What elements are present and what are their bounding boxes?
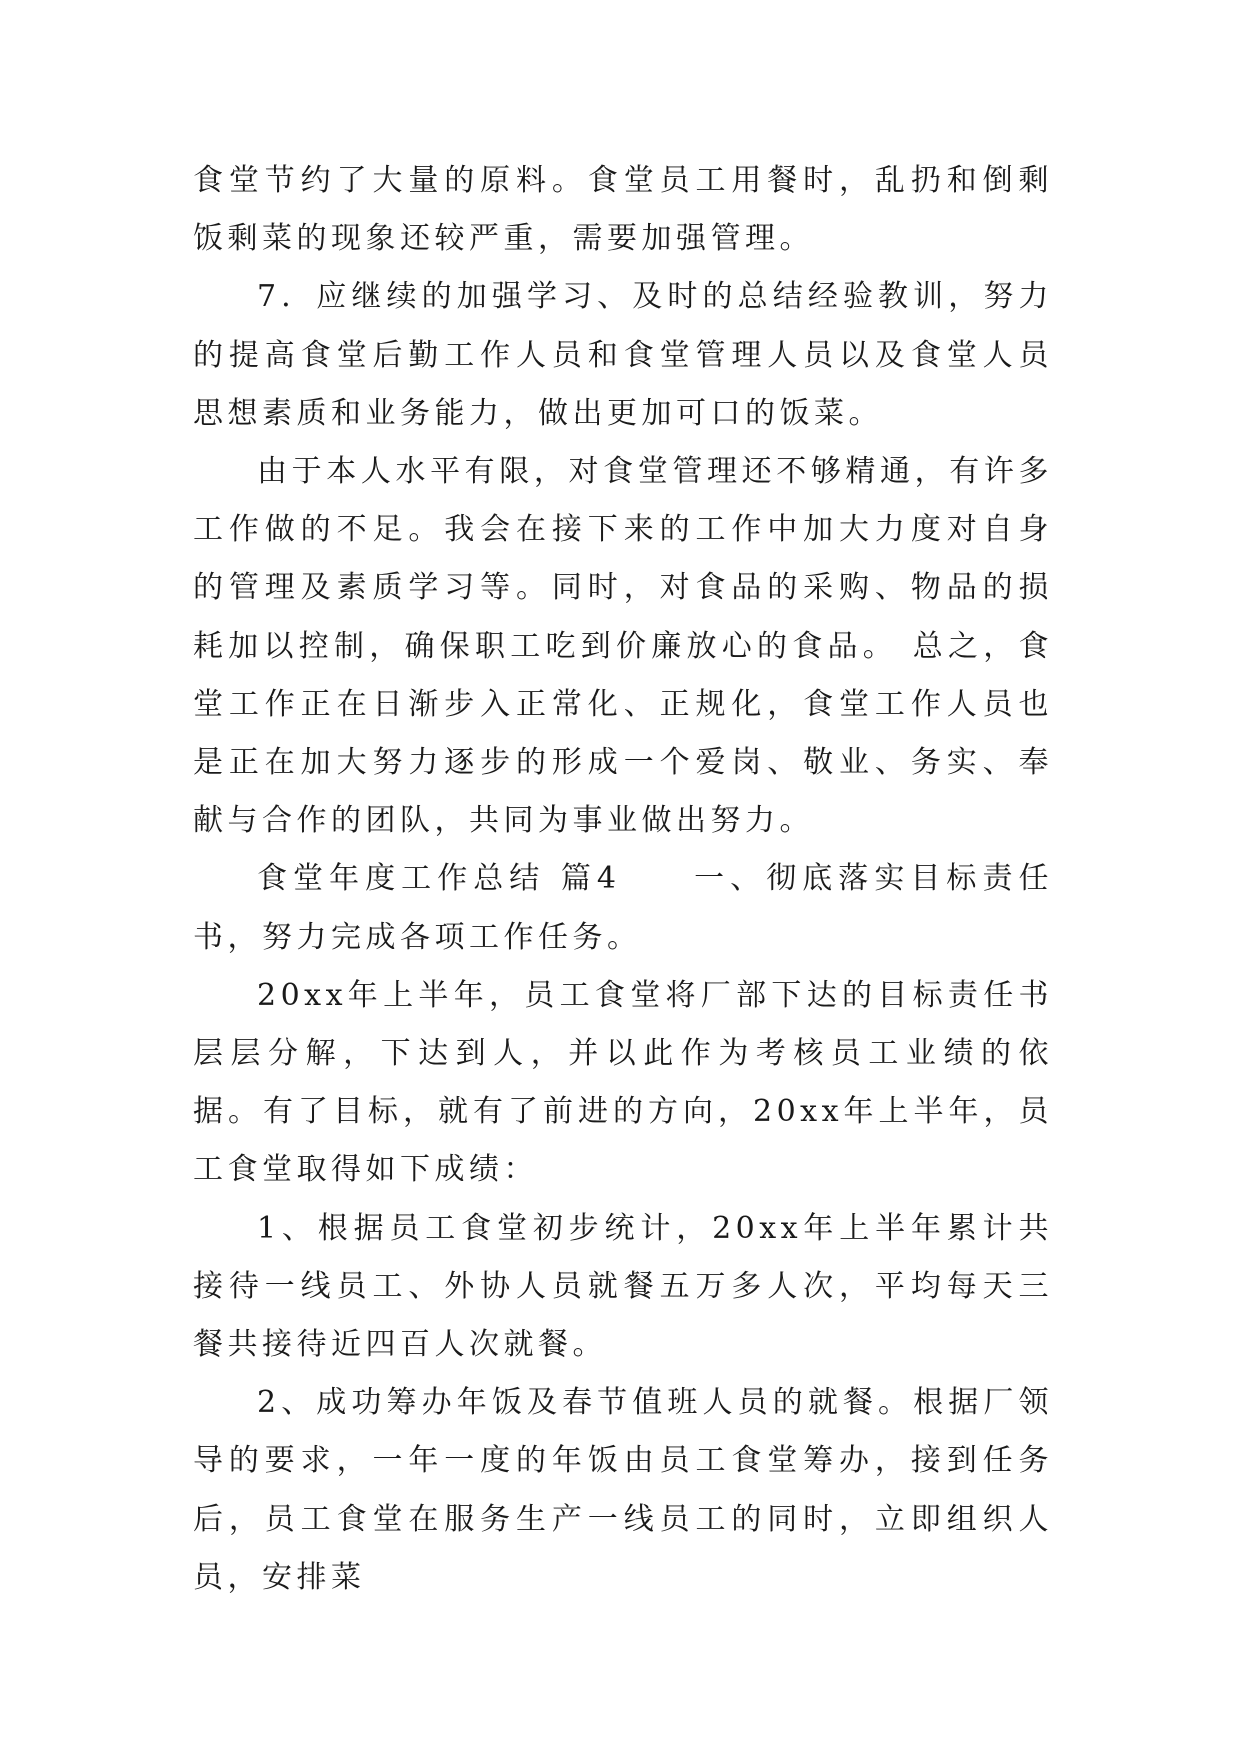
- paragraph-1: 食堂节约了大量的原料。食堂员工用餐时，乱扔和倒剩饭剩菜的现象还较严重，需要加强管理。: [193, 163, 1053, 257]
- paragraph-3: 由于本人水平有限，对食堂管理还不够精通，有许多工作做的不足。我会在接下来的工作中加大力度对自身的管理及素质学习等。同时，对食品的采购、物品的损耗加以控制，确保职工吃到价廉放心的食品。 总之，食堂工作正在日渐步入正常化、正规化，食堂工作人员也是正在加大努力逐步的形成一个爱岗、敬业、务实、奉献与合作的团队，共同为事业做出努力。: [193, 454, 1053, 839]
- paragraph-6: 1、根据员工食堂初步统计，20xx年上半年累计共接待一线员工、外协人员就餐五万多人次，平均每天三餐共接待近四百人次就餐。: [193, 1210, 1053, 1363]
- paragraph-5: 20xx年上半年，员工食堂将厂部下达的目标责任书层层分解，下达到人，并以此作为考核员工业绩的依据。有了目标，就有了前进的方向，20xx年上半年，员工食堂取得如下成绩：: [193, 977, 1053, 1188]
- section-heading-paragraph: 食堂年度工作总结 篇4 一、彻底落实目标责任书，努力完成各项工作任务。: [193, 861, 1053, 955]
- document-body: [193, 152, 1053, 1607]
- paragraph-2: 7．应继续的加强学习、及时的总结经验教训，努力的提高食堂后勤工作人员和食堂管理人员以及食堂人员思想素质和业务能力，做出更加可口的饭菜。: [193, 279, 1053, 431]
- paragraph-7: 2、成功筹办年饭及春节值班人员的就餐。根据厂领导的要求，一年一度的年饭由员工食堂筹办，接到任务后，员工食堂在服务生产一线员工的同时，立即组织人员，安排菜: [193, 1385, 1053, 1595]
